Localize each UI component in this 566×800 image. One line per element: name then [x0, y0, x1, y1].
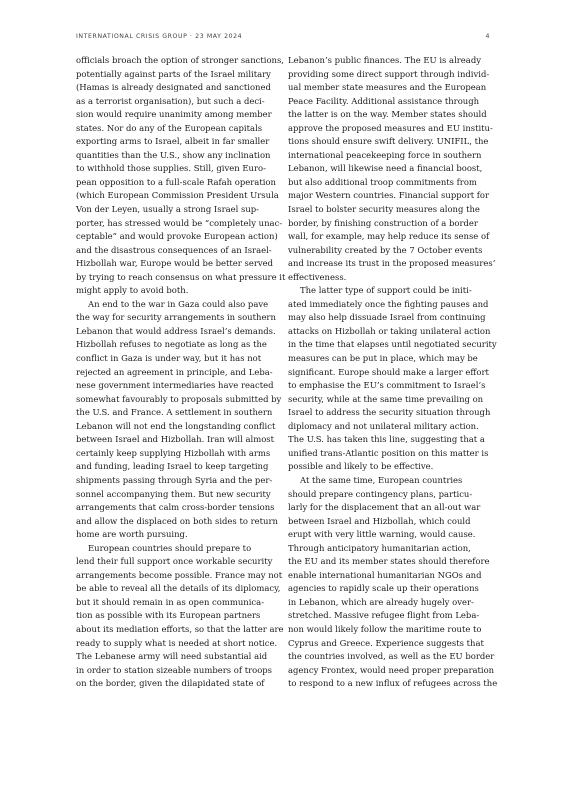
text-line: the U.S. and France. A settlement in southern: [76, 407, 273, 418]
text-line: non would likely follow the maritime route to: [288, 623, 482, 634]
text-line: Lebanon will not end the longstanding conflict: [76, 420, 276, 431]
running-header: [76, 33, 490, 45]
text-line: Israel to address the security situation through: [288, 407, 491, 418]
text-line: larly for the displacement that an all-out war: [288, 502, 481, 513]
text-line: effectiveness.: [288, 271, 347, 282]
text-column-left: [76, 54, 286, 691]
text-line: international peacekeeping force in southern: [288, 149, 482, 160]
text-line: possible and likely to be effective.: [288, 461, 434, 472]
text-line: arrangements become possible. France may not: [76, 569, 283, 580]
text-line: should prepare contingency plans, particu-: [288, 488, 473, 499]
text-line: erupt with very little warning, would cause.: [288, 529, 476, 540]
text-line: agency Frontex, would need proper preparation: [288, 664, 495, 675]
text-line: significant. Europe should make a larger effort: [288, 366, 489, 377]
text-line: (which European Commission President Ursula: [76, 190, 279, 201]
text-line: vulnerability created by the 7 October events: [288, 244, 483, 255]
text-line: wall, for example, may help reduce its sense of: [288, 231, 490, 242]
text-line: between Israel and Hizbollah. Iran will almost: [76, 434, 275, 445]
text-line: by trying to reach consensus on what pressure it: [76, 271, 286, 282]
text-line: Von der Leyen, usually a strong Israel sup-: [76, 204, 260, 215]
text-line: sion would require unanimity among member: [76, 109, 272, 120]
text-line: attacks on Hizbollah or taking unilateral action: [288, 325, 491, 336]
text-line: stretched. Massive refugee flight from Leba-: [288, 610, 480, 621]
text-line: but also additional troop commitments from: [288, 176, 477, 187]
text-line: shipments passing through Syria and the per-: [76, 474, 273, 485]
text-line: exporting arms to Israel, albeit in far smaller: [76, 136, 270, 147]
text-line: sonnel accompanying them. But new security: [76, 488, 271, 499]
text-line: the latter is on the way. Member states should: [288, 109, 487, 120]
text-line: Lebanon that would address Israel’s demands.: [76, 325, 276, 336]
text-line: The U.S. has taken this line, suggesting that a: [288, 434, 485, 445]
text-line: to withhold those supplies. Still, given Euro-: [76, 163, 266, 174]
text-line: ceptable” and would provoke European action): [76, 231, 278, 242]
text-line: be able to reveal all the details of its diplomacy,: [76, 583, 281, 594]
text-line: ready to supply what is needed at short notice.: [76, 637, 278, 648]
text-line: to respond to a new influx of refugees across the: [288, 678, 498, 689]
text-line: lend their full support once workable security: [76, 556, 273, 567]
text-line: arrangements that calm cross-border tensions: [76, 502, 275, 513]
text-line: and funding, leading Israel to keep targeting: [76, 461, 269, 472]
text-line: and increase its trust in the proposed measures’: [288, 258, 496, 269]
text-line: porter, has stressed would be “completely unac-: [76, 217, 283, 228]
text-line: certainly keep supplying Hizbollah with arms: [76, 447, 271, 458]
text-line: might apply to avoid both.: [76, 285, 189, 296]
text-line: home are worth pursuing.: [76, 529, 188, 540]
text-line: agencies to rapidly scale up their operations: [288, 583, 479, 594]
text-line: between Israel and Hizbollah, which could: [288, 515, 471, 526]
text-line: conflict in Gaza is under way, but it has not: [76, 353, 262, 364]
text-line: providing some direct support through individ-: [288, 68, 490, 79]
text-line: but it should remain in as open communica-: [76, 596, 265, 607]
text-line: Lebanon’s public finances. The EU is already: [288, 55, 482, 65]
text-line: measures can be put in place, which may be: [288, 353, 478, 364]
text-line: may also help dissuade Israel from continuing: [288, 312, 486, 323]
text-line: as a terrorist organisation), but such a deci-: [76, 95, 265, 106]
text-line: and allow the displaced on both sides to return: [76, 515, 278, 526]
text-line: in the time that elapses until negotiated security: [288, 339, 497, 350]
text-line: diplomacy and not unilateral military action.: [288, 420, 479, 431]
text-line: nese government intermediaries have reacted: [76, 380, 274, 391]
text-line: The Lebanese army will need substantial aid: [76, 651, 268, 662]
text-line: tions should ensure swift delivery. UNIFIL, the: [288, 136, 489, 147]
text-line: somewhat favourably to proposals submitted by: [76, 393, 282, 404]
text-line: and the disastrous consequences of an Israel-: [76, 244, 272, 255]
text-line: pean opposition to a full-scale Rafah operation: [76, 176, 276, 187]
text-line: on the border, given the dilapidated state of: [76, 678, 265, 689]
text-line: (Hamas is already designated and sanctioned: [76, 82, 271, 93]
text-line: in Lebanon, which are already hugely over-: [288, 596, 474, 607]
page-number: 4: [485, 33, 490, 40]
text-line: Hizbollah war, Europe would be better served: [76, 258, 274, 269]
text-line: the way for security arrangements in southern: [76, 312, 276, 323]
text-line: border, by finishing construction of a border: [288, 217, 478, 228]
text-line: Peace Facility. Additional assistance through: [288, 95, 480, 106]
text-line: approve the proposed measures and EU institu-: [288, 122, 493, 133]
text-line: the EU and its member states should therefore: [288, 556, 490, 567]
text-line: states. Nor do any of the European capitals: [76, 122, 263, 133]
text-line: Israel to bolster security measures along the: [288, 204, 480, 215]
text-line: to emphasise the EU’s commitment to Israel’s: [288, 380, 486, 391]
text-line: ated immediately once the fighting pauses and: [288, 298, 489, 309]
text-line: Cyprus and Greece. Experience suggests that: [288, 637, 484, 648]
text-line: major Western countries. Financial support for: [288, 190, 490, 201]
text-line: rejected an agreement in principle, and Leba-: [76, 366, 273, 377]
text-line: At the same time, European countries: [300, 474, 463, 485]
text-line: quantities than the U.S., show any inclination: [76, 149, 271, 160]
text-line: security, while at the same time prevailing on: [288, 393, 484, 404]
text-line: Through anticipatory humanitarian action,: [288, 542, 471, 553]
text-line: in order to station sizeable numbers of troops: [76, 664, 273, 675]
text-column-right: [288, 54, 498, 691]
text-line: The latter type of support could be initi-: [300, 285, 472, 296]
text-line: potentially against parts of the Israel military: [76, 68, 271, 79]
text-line: ual member state measures and the European: [288, 82, 487, 93]
text-line: Hizbollah refuses to negotiate as long as the: [76, 339, 267, 350]
text-line: European countries should prepare to: [88, 542, 252, 553]
text-line: Lebanon, will likewise need a financial boost,: [288, 163, 483, 174]
text-line: tion as possible with its European partners: [76, 610, 261, 621]
text-line: officials broach the option of stronger sanctions,: [76, 55, 284, 65]
text-line: the countries involved, as well as the EU border: [288, 651, 495, 662]
text-line: An end to the war in Gaza could also pave: [88, 298, 269, 309]
header-publisher-date: INTERNATIONAL CRISIS GROUP · 23 MAY 2024: [76, 33, 243, 40]
text-line: unified trans-Atlantic position on this matter is: [288, 447, 489, 458]
text-line: about its mediation efforts, so that the latter are: [76, 623, 284, 634]
text-line: enable international humanitarian NGOs and: [288, 569, 482, 580]
